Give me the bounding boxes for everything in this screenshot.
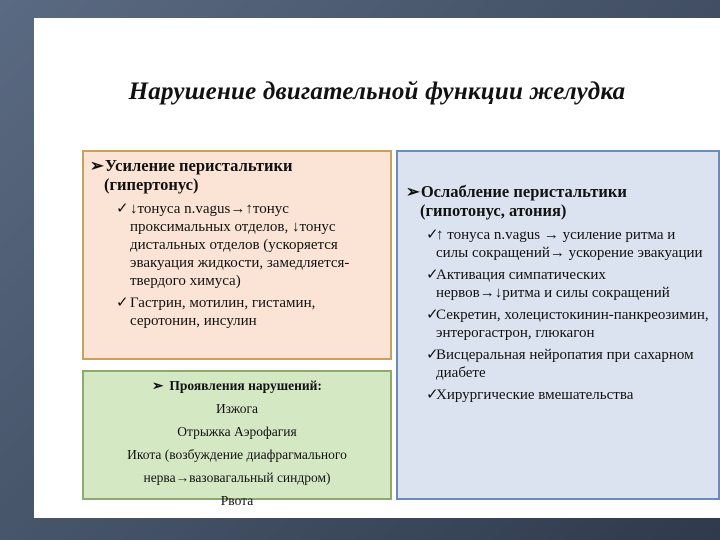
check-icon: ✓ (426, 387, 439, 403)
hypotonus-heading (406, 182, 710, 220)
list-item (406, 306, 710, 342)
list-item-text: Висцеральная нейропатия при сахарном диабете (436, 347, 694, 381)
hypertonus-box (82, 150, 392, 360)
list-item (406, 386, 710, 404)
slide-title: Нарушение двигательной функции желудка (128, 78, 626, 105)
check-icon: ✓ (116, 295, 129, 311)
list-item-text: Активация симпатических нервов→↓ритма и силы сокращений (436, 267, 670, 301)
slide (34, 18, 720, 518)
arrow-bullet-icon: ➢ (406, 182, 420, 201)
manifestation-line: Икота (возбуждение диафрагмального нерва→вазовагальный синдром) (127, 447, 347, 485)
list-item (406, 346, 710, 382)
manifestation-line: Рвота (220, 493, 254, 508)
check-icon: ✓ (426, 347, 439, 363)
hypotonus-heading-line1: Ослабление перистальтики (420, 182, 627, 201)
hypotonus-list (406, 226, 710, 404)
list-item (90, 200, 384, 290)
check-icon: ✓ (426, 267, 439, 283)
list-item-text: Секретин, холецистокинин-панкреозимин, энтерогастрон, глюкагон (436, 307, 709, 341)
manifestations-box (82, 370, 392, 508)
hypotonus-heading-line2: (гипотонус, атония) (420, 201, 567, 220)
hypertonus-heading (90, 156, 384, 194)
list-item-text: ↓тонуса n.vagus→↑тонус проксимальных отделов, ↓тонус дистальных отделов (ускоряется эвакуация жидкости, замедляется- твердого химуса) (130, 201, 350, 289)
list-item-text: ↑ тонуса n.vagus → усиление ритма и силы сокращений→ ускорение эвакуации (436, 227, 703, 261)
check-icon: ✓ (426, 227, 439, 243)
manifestations-title: Проявления нарушений: (169, 378, 322, 393)
check-icon: ✓ (116, 201, 129, 217)
hypertonus-list (90, 200, 384, 330)
hypotonus-box (396, 150, 720, 500)
check-icon: ✓ (426, 307, 439, 323)
manifestation-line: Изжога (215, 401, 259, 416)
list-item (90, 294, 384, 330)
hypertonus-heading-line1: Усиление перистальтики (104, 156, 293, 175)
manifestation-line: Отрыжка Аэрофагия (177, 424, 297, 439)
manifestations-title-row (92, 374, 382, 397)
list-item (406, 266, 710, 302)
list-item-text: Гастрин, мотилин, гистамин, серотонин, инсулин (130, 295, 316, 329)
arrow-bullet-icon: ➢ (90, 156, 104, 175)
hypertonus-heading-line2: (гипертонус) (104, 175, 199, 194)
list-item (406, 226, 710, 262)
list-item-text: Хирургические вмешательства (436, 387, 634, 403)
arrow-bullet-icon: ➢ (152, 378, 164, 393)
